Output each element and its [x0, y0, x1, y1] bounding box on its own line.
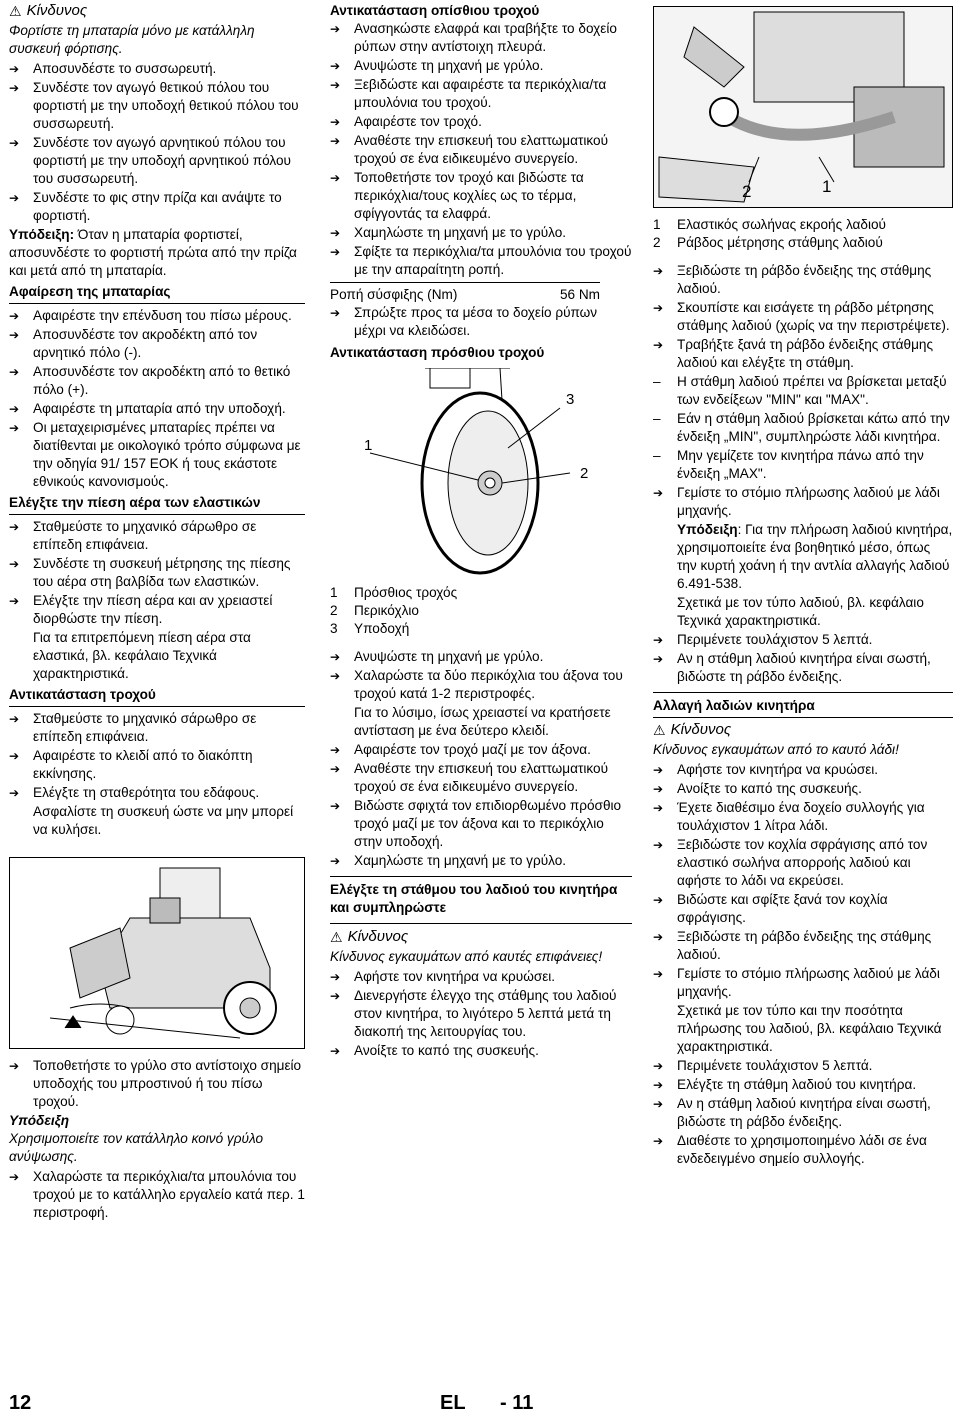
- step-text: Ανασηκώστε ελαφρά και τραβήξτε το δοχείο ρύπων στην αντίστοιχη πλευρά.: [354, 21, 617, 54]
- step-item: [9, 1057, 305, 1111]
- arrow-icon: ➔: [9, 309, 20, 323]
- step-text: Συνδέστε τον αγωγό θετικού πόλου του φορτιστή με την υποδοχή θετικού πόλου του συσσωρευτή.: [33, 80, 299, 131]
- step-list: [330, 741, 632, 870]
- step-item: [653, 780, 953, 798]
- front-wheel-figure: [330, 368, 632, 576]
- step-item: [9, 363, 305, 399]
- step-text: Χαλαρώστε τα δύο περικόχλια του άξονα του τροχού κατά 1-2 περιστροφές.: [354, 668, 623, 701]
- arrow-icon: ➔: [330, 59, 341, 73]
- step-item: [653, 799, 953, 835]
- callout-1: 1: [364, 437, 373, 454]
- step-list: [9, 60, 305, 225]
- step-item: [653, 965, 953, 1001]
- step-text: Βιδώστε και σφίξτε ξανά τον κοχλία σφράγισης.: [677, 892, 888, 925]
- legend-number: 2: [330, 603, 338, 618]
- step-text: Αναθέστε την επισκευή του ελαττωματικού τροχού σε ένα ειδικευμένο συνεργείο.: [354, 761, 608, 794]
- step-item: [653, 928, 953, 964]
- step-item: [9, 784, 305, 802]
- page-number-left: 12: [9, 1392, 32, 1414]
- step-text: Συνδέστε το φις στην πρίζα και ανάψτε το φορτιστή.: [33, 190, 282, 223]
- torque-value: 56 Nm: [559, 287, 600, 302]
- step-list: [330, 648, 632, 703]
- legend-text: Ελαστικός σωλήνας εκροής λαδιού: [677, 217, 886, 232]
- arrow-icon: ➔: [653, 633, 664, 647]
- dash-text: Εάν η στάθμη λαδιού βρίσκεται κάτω από την ένδειξη „MIN", συμπληρώστε λάδι κινητήρα.: [677, 411, 950, 444]
- step-text: Αφήστε τον κινητήρα να κρυώσει.: [677, 762, 879, 777]
- warning-icon: ⚠: [330, 929, 343, 945]
- step-text: Ανοίξτε το καπό της συσκευής.: [677, 781, 862, 796]
- arrow-icon: ➔: [9, 365, 20, 379]
- step-item: [653, 650, 953, 686]
- arrow-icon: ➔: [653, 301, 664, 315]
- step-text: Σφίξτε τα περικόχλια/τα μπουλόνια του τροχού με την απαραίτητη ροπή.: [354, 244, 632, 277]
- dash-item: [653, 373, 953, 409]
- step-text: Ελέγξτε τη στάθμη λαδιού του κινητήρα.: [677, 1077, 917, 1092]
- legend-text: Περικόχλιο: [354, 603, 419, 618]
- danger-heading: ⚠ Κίνδυνος: [330, 928, 409, 945]
- arrow-icon: ➔: [330, 1044, 341, 1058]
- step-item: [330, 852, 632, 870]
- step-text: Σταθμεύστε το μηχανικό σάρωθρο σε επίπεδη επιφάνεια.: [33, 711, 257, 744]
- arrow-icon: ➔: [330, 669, 341, 683]
- arrow-icon: ➔: [653, 486, 664, 500]
- step-text: Αποσυνδέστε τον ακροδέκτη από τον αρνητικό πόλο (-).: [33, 327, 258, 360]
- step-item: [9, 518, 305, 554]
- step-text: Ξεβιδώστε τον κοχλία σφράγισης από τον ελαστικό σωλήνα απορροής λαδιού και αφήστε το λάδι να εκρεύσει.: [677, 837, 928, 888]
- dash-item: [653, 447, 953, 483]
- step-text: Χαμηλώστε τη μηχανή με το γρύλο.: [354, 225, 567, 240]
- step-item: [653, 631, 953, 649]
- step-text: Χαμηλώστε τη μηχανή με το γρύλο.: [354, 853, 567, 868]
- section-heading-oil-change: Αλλαγή λαδιών κινητήρα: [653, 692, 953, 718]
- legend-number: 2: [653, 235, 661, 250]
- step-list: [653, 631, 953, 686]
- warning-icon: ⚠: [9, 3, 22, 19]
- step-item: [9, 326, 305, 362]
- step-text: Αφήστε τον κινητήρα να κρυώσει.: [354, 969, 556, 984]
- arrow-icon: ➔: [330, 115, 341, 129]
- sweeper-illustration: [10, 858, 304, 1048]
- legend-number: 1: [653, 217, 661, 232]
- arrow-icon: ➔: [330, 970, 341, 984]
- step-item: [330, 987, 632, 1041]
- step-text: Αφαιρέστε τη μπαταρία από την υποδοχή.: [33, 401, 286, 416]
- arrow-icon: ➔: [9, 328, 20, 342]
- arrow-icon: ➔: [653, 782, 664, 796]
- dash-icon: –: [653, 411, 661, 426]
- arrow-icon: ➔: [330, 854, 341, 868]
- callout-1: 1: [822, 177, 832, 196]
- step-item: [653, 299, 953, 335]
- danger-heading: ⚠ Κίνδυνος: [653, 721, 732, 738]
- column-right: [653, 2, 953, 1169]
- step-text: Σπρώξτε προς τα μέσα το δοχείο ρύπων μέχρι να κλειδώσει.: [354, 305, 598, 338]
- section-heading-wheel: Αντικατάσταση τροχού: [9, 686, 305, 707]
- step-item: [653, 836, 953, 890]
- arrow-icon: ➔: [9, 62, 20, 76]
- legend-item: [330, 584, 632, 602]
- danger-text: Φορτίστε τη μπαταρία μόνο με κατάλληλη συσκευή φόρτισης.: [9, 23, 255, 56]
- step-item: [9, 747, 305, 783]
- step-item: [330, 968, 632, 986]
- step-item: [330, 304, 632, 340]
- arrow-icon: ➔: [653, 1097, 664, 1111]
- arrow-icon: ➔: [330, 78, 341, 92]
- step-text: Τοποθετήστε τον τροχό και βιδώστε τα περικόχλια/τους κοχλίες ως το τέρμα, σφίγγοντάς τα ελαφρά.: [354, 170, 584, 221]
- hint: Υπόδειξη: Όταν η μπαταρία φορτιστεί, αποσυνδέστε το φορτιστή πρώτα από την πρίζα και μετά από τη μπαταρία.: [9, 227, 297, 278]
- step-text: Ανοίξτε το καπό της συσκευής.: [354, 1043, 539, 1058]
- step-item: [330, 57, 632, 75]
- front-wheel-illustration: [330, 368, 630, 576]
- step-text: Ελέγξτε την πίεση αέρα και αν χρειαστεί διορθώστε την πίεση.: [33, 593, 273, 626]
- step-item: [9, 307, 305, 325]
- warning-icon: ⚠: [653, 722, 666, 738]
- oil-note: Σχετικά με τον τύπο και την ποσότητα πλήρωσης του λαδιού, βλ. κεφάλαιο Τεχνικά χαρακτηριστικά.: [677, 1003, 942, 1054]
- step-text: Αν η στάθμη λαδιού κινητήρα είναι σωστή, βιδώστε τη ράβδο ένδειξης.: [677, 1096, 931, 1129]
- step-item: [9, 60, 305, 78]
- step-text: Ανυψώστε τη μηχανή με γρύλο.: [354, 58, 544, 73]
- arrow-icon: ➔: [653, 763, 664, 777]
- step-text: Αφαιρέστε το κλειδί από το διακόπτη εκκίνησης.: [33, 748, 253, 781]
- arrow-icon: ➔: [653, 838, 664, 852]
- step-text: Αποσυνδέστε τον ακροδέκτη από το θετικό πόλο (+).: [33, 364, 291, 397]
- dash-icon: –: [653, 448, 661, 463]
- step-item: [653, 1076, 953, 1094]
- step-list: [653, 1057, 953, 1168]
- front-note: Για το λύσιμο, ίσως χρειαστεί να κρατήσετε αντίσταση με ένα δεύτερο κλειδί.: [354, 705, 611, 738]
- legend-text: Ράβδος μέτρησης στάθμης λαδιού: [677, 235, 883, 250]
- step-item: [330, 224, 632, 242]
- arrow-icon: ➔: [330, 245, 341, 259]
- torque-row: [330, 282, 600, 304]
- step-text: Ξεβιδώστε και αφαιρέστε τα περικόχλια/τα μπουλόνια του τροχού.: [354, 77, 607, 110]
- step-item: [330, 760, 632, 796]
- step-text: Περιμένετε τουλάχιστον 5 λεπτά.: [677, 1058, 873, 1073]
- arrow-icon: ➔: [653, 930, 664, 944]
- step-text: Διενεργήστε έλεγχο της στάθμης του λαδιού στον κινητήρα, το λιγότερο 5 λεπτά μετά τη διακοπή της λειτουργίας του.: [354, 988, 617, 1039]
- hint-text: Χρησιμοποιείτε τον κατάλληλο κοινό γρύλο ανύψωσης.: [9, 1131, 264, 1164]
- legend-text: Υποδοχή: [354, 621, 410, 636]
- step-text: Αν η στάθμη λαδιού κινητήρα είναι σωστή, βιδώστε τη ράβδο ένδειξης.: [677, 651, 931, 684]
- step-item: [653, 262, 953, 298]
- step-item: [9, 710, 305, 746]
- step-list: [653, 484, 953, 520]
- column-middle: [330, 2, 632, 1061]
- language-code: EL: [440, 1392, 466, 1414]
- step-text: Ελέγξτε τη σταθερότητα του εδάφους.: [33, 785, 260, 800]
- step-text: Διαθέστε το χρησιμοποιημένο λάδι σε ένα ενδεδειγμένο σημείο συλλογής.: [677, 1133, 927, 1166]
- step-item: [9, 419, 305, 491]
- step-text: Αποσυνδέστε το συσσωρευτή.: [33, 61, 217, 76]
- arrow-icon: ➔: [9, 786, 20, 800]
- step-text: Γεμίστε το στόμιο πλήρωσης λαδιού με λάδι μηχανής.: [677, 966, 940, 999]
- arrow-icon: ➔: [9, 81, 20, 95]
- step-text: Αναθέστε την επισκευή του ελαττωματικού τροχού σε ένα ειδικευμένο συνεργείο.: [354, 133, 608, 166]
- arrow-icon: ➔: [653, 967, 664, 981]
- section-heading-front-wheel: Αντικατάσταση πρόσθιου τροχού: [330, 345, 545, 360]
- step-item: [9, 189, 305, 225]
- arrow-icon: ➔: [330, 989, 341, 1003]
- legend-number: 3: [330, 621, 338, 636]
- arrow-icon: ➔: [9, 402, 20, 416]
- step-text: Σκουπίστε και εισάγετε τη ράβδο μέτρησης στάθμης λαδιού (χωρίς να την περιστρέψετε).: [677, 300, 950, 333]
- step-item: [653, 1095, 953, 1131]
- arrow-icon: ➔: [653, 652, 664, 666]
- arrow-icon: ➔: [9, 520, 20, 534]
- step-item: [9, 134, 305, 188]
- tyre-note: Για τα επιτρεπόμενη πίεση αέρα στα ελαστικά, βλ. κεφάλαιο Τεχνικά χαρακτηριστικά.: [33, 630, 251, 681]
- step-list: [330, 304, 632, 340]
- legend: [330, 584, 632, 638]
- dash-text: Μην γεμίζετε τον κινητήρα πάνω από την ένδειξη „MAX".: [677, 448, 924, 481]
- step-item: [9, 592, 305, 628]
- torque-label: Ροπή σύσφιξης (Nm): [330, 287, 458, 302]
- step-text: Ξεβιδώστε τη ράβδο ένδειξης της στάθμης λαδιού.: [677, 263, 932, 296]
- step-list: [9, 307, 305, 491]
- section-heading-tyre-pressure: Ελέγξτε την πίεση αέρα των ελαστικών: [9, 494, 305, 515]
- hint-note: Σχετικά με τον τύπο λαδιού, βλ. κεφάλαιο Τεχνικά χαρακτηριστικά.: [677, 595, 924, 628]
- arrow-icon: ➔: [653, 338, 664, 352]
- section-heading-oil-check: Ελέγξτε τη στάθμου του λαδιού του κινητήρα και συμπληρώστε: [330, 876, 632, 919]
- arrow-icon: ➔: [653, 264, 664, 278]
- dash-list: [653, 373, 953, 483]
- page-number-right: - 11: [500, 1392, 534, 1414]
- arrow-icon: ➔: [9, 191, 20, 205]
- arrow-icon: ➔: [9, 421, 20, 435]
- step-item: [330, 113, 632, 131]
- step-item: [330, 169, 632, 223]
- arrow-icon: ➔: [330, 171, 341, 185]
- callout-2: 2: [742, 182, 752, 201]
- arrow-icon: ➔: [9, 749, 20, 763]
- step-text: Συνδέστε τον αγωγό αρνητικού πόλου του φορτιστή με την υποδοχή αρνητικού πόλου του συσσωρευτή.: [33, 135, 291, 186]
- arrow-icon: ➔: [330, 799, 341, 813]
- step-text: Ανυψώστε τη μηχανή με γρύλο.: [354, 649, 544, 664]
- step-item: [330, 1042, 632, 1060]
- dash-icon: –: [653, 374, 661, 389]
- legend-item: [330, 602, 632, 620]
- step-text: Χαλαρώστε τα περικόχλια/τα μπουλόνια του τροχού με το κατάλληλο εργαλείο κατά περ. 1 περιστροφή.: [33, 1169, 305, 1220]
- arrow-icon: ➔: [653, 1059, 664, 1073]
- step-text: Σταθμεύστε το μηχανικό σάρωθρο σε επίπεδη επιφάνεια.: [33, 519, 257, 552]
- step-item: [330, 20, 632, 56]
- legend-item: [653, 216, 953, 234]
- arrow-icon: ➔: [653, 1078, 664, 1092]
- hint: Υπόδειξη: Για την πλήρωση λαδιού κινητήρα, χρησιμοποιείτε ένα βοηθητικό μέσο, όπως την κυρτή χοάνη ή την αντλία αλλαγής λαδιού 6.491-538.: [677, 522, 953, 591]
- step-item: [653, 336, 953, 372]
- step-text: Οι μεταχειρισμένες μπαταρίες πρέπει να διατίθενται με οικολογικό τρόπο σύμφωνα με την οδηγία 91/ 157 ΕΟΚ ή τους εκάστοτε εθνικούς κανονισμούς.: [33, 420, 301, 489]
- step-item: [653, 484, 953, 520]
- dash-item: [653, 410, 953, 446]
- arrow-icon: ➔: [330, 650, 341, 664]
- arrow-icon: ➔: [330, 226, 341, 240]
- step-list: [9, 1057, 305, 1111]
- arrow-icon: ➔: [9, 136, 20, 150]
- step-item: [653, 891, 953, 927]
- arrow-icon: ➔: [653, 1134, 664, 1148]
- step-text: Αφαιρέστε τον τροχό μαζί με τον άξονα.: [354, 742, 591, 757]
- step-item: [9, 79, 305, 133]
- step-list: [9, 518, 305, 628]
- arrow-icon: ➔: [330, 22, 341, 36]
- step-item: [9, 1168, 305, 1222]
- step-item: [653, 1057, 953, 1075]
- wheel-note: Ασφαλίστε τη συσκευή ώστε να μην μπορεί να κυλήσει.: [33, 804, 294, 837]
- step-item: [330, 76, 632, 112]
- step-text: Τοποθετήστε το γρύλο στο αντίστοιχο σημείο υποδοχής του μπροστινού ή του πίσω τροχού.: [33, 1058, 302, 1109]
- danger-text: Κίνδυνος εγκαυμάτων από το καυτό λάδι!: [653, 742, 899, 757]
- step-item: [330, 741, 632, 759]
- step-text: Περιμένετε τουλάχιστον 5 λεπτά.: [677, 632, 873, 647]
- step-item: [330, 667, 632, 703]
- step-list: [330, 968, 632, 1060]
- step-item: [653, 761, 953, 779]
- legend-item: [330, 620, 632, 638]
- arrow-icon: ➔: [9, 1059, 20, 1073]
- step-item: [9, 555, 305, 591]
- step-item: [653, 1132, 953, 1168]
- danger-text: Κίνδυνος εγκαυμάτων από καυτές επιφάνειες!: [330, 949, 603, 964]
- column-left: [9, 2, 305, 1223]
- engine-illustration: [654, 7, 952, 207]
- legend-text: Πρόσθιος τροχός: [354, 585, 458, 600]
- arrow-icon: ➔: [9, 557, 20, 571]
- callout-3: 3: [566, 391, 575, 408]
- dash-text: Η στάθμη λαδιού πρέπει να βρίσκεται μεταξύ των ενδείξεων "MIN" και "MAX".: [677, 374, 947, 407]
- step-list: [653, 262, 953, 372]
- step-item: [330, 648, 632, 666]
- hint-title: Υπόδειξη: [9, 1113, 70, 1128]
- callout-2: 2: [580, 465, 589, 482]
- sweeper-figure: [9, 857, 305, 1049]
- step-text: Αφαιρέστε τον τροχό.: [354, 114, 482, 129]
- arrow-icon: ➔: [330, 306, 341, 320]
- arrow-icon: ➔: [9, 712, 20, 726]
- step-text: Συνδέστε τη συσκευή μέτρησης της πίεσης του αέρα στη βαλβίδα των ελαστικών.: [33, 556, 291, 589]
- arrow-icon: ➔: [9, 594, 20, 608]
- legend: [653, 216, 953, 252]
- step-text: Αφαιρέστε την επένδυση του πίσω μέρους.: [33, 308, 292, 323]
- arrow-icon: ➔: [9, 1170, 20, 1184]
- step-text: Ξεβιδώστε τη ράβδο ένδειξης της στάθμης λαδιού.: [677, 929, 932, 962]
- section-heading-rear-wheel: Αντικατάσταση οπίσθιου τροχού: [330, 3, 540, 18]
- step-list: [653, 761, 953, 1001]
- step-text: Έχετε διαθέσιμο ένα δοχείο συλλογής για τουλάχιστον 1 λίτρα λάδι.: [677, 800, 925, 833]
- step-list: [330, 20, 632, 279]
- step-list: [9, 710, 305, 802]
- divider: [330, 923, 632, 924]
- section-heading-battery: Αφαίρεση της μπαταρίας: [9, 283, 305, 304]
- step-text: Βιδώστε σφιχτά τον επιδιορθωμένο πρόσθιο τροχό μαζί με τον άξονα και το περικόχλιο στην υποδοχή.: [354, 798, 622, 849]
- step-item: [330, 797, 632, 851]
- step-text: Τραβήξτε ξανά τη ράβδο ένδειξης στάθμης λαδιού και ελέγξτε τη στάθμη.: [677, 337, 934, 370]
- arrow-icon: ➔: [330, 762, 341, 776]
- danger-heading: ⚠ Κίνδυνος: [9, 2, 88, 19]
- step-item: [9, 400, 305, 418]
- legend-number: 1: [330, 585, 338, 600]
- arrow-icon: ➔: [330, 743, 341, 757]
- step-text: Γεμίστε το στόμιο πλήρωσης λαδιού με λάδι μηχανής.: [677, 485, 940, 518]
- step-item: [330, 243, 632, 279]
- engine-figure: [653, 6, 953, 208]
- legend-item: [653, 234, 953, 252]
- step-list: [9, 1168, 305, 1222]
- arrow-icon: ➔: [653, 893, 664, 907]
- arrow-icon: ➔: [653, 801, 664, 815]
- arrow-icon: ➔: [330, 134, 341, 148]
- step-item: [330, 132, 632, 168]
